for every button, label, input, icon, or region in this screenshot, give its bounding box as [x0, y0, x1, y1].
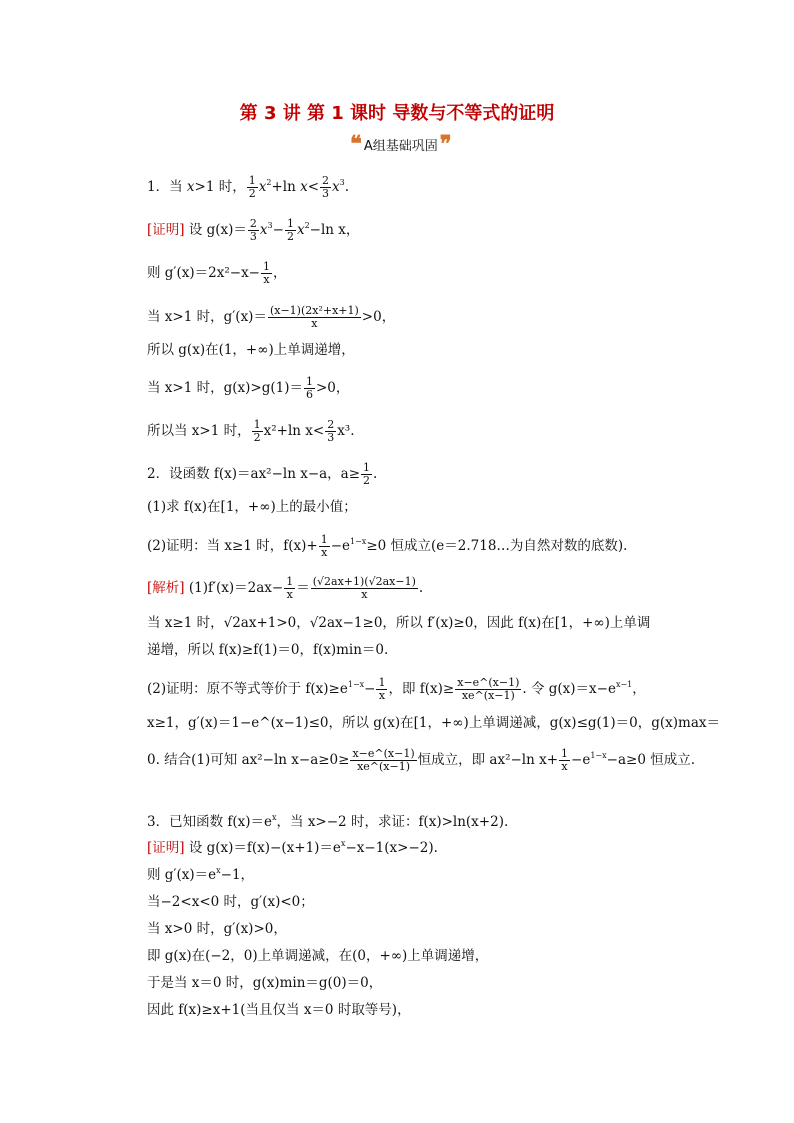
fraction: $\frac{1}{2}$ [286, 217, 294, 243]
fraction: $\frac{1}{x}$ [378, 676, 386, 702]
proof-1-line-6: 所以当 x>1 时， $\frac{1}{2}$ x²+ln x< $\frac{2}{3}$ x³. [147, 418, 355, 444]
fraction: $\frac{(√2ax+1)(√2ax-1)}{x}$ [312, 575, 416, 601]
proof-tag: [证明] [147, 840, 185, 856]
fraction: $\frac{1}{6}$ [305, 375, 313, 401]
solution-tag: [解析] [147, 580, 185, 596]
group-label: A组基础巩固 [363, 138, 438, 154]
problem-2-question-1: (1)求 f(x)在[1，+∞)上的最小值； [147, 499, 357, 515]
fraction: $\frac{2}{3}$ [249, 217, 257, 243]
proof-3-line-6: 于是当 x＝0 时，g(x)min＝g(0)＝0， [147, 975, 383, 991]
fraction: $\frac{1}{x}$ [263, 260, 270, 286]
proof-3-line-3: 当−2<x<0 时，g′(x)<0； [147, 894, 314, 910]
fraction: $\frac{1}{2}$ [363, 461, 371, 487]
left-quote-icon: ❝ [350, 131, 362, 157]
problem-2-statement: 2．设函数 f(x)＝ax²−ln x−a，a≥ $\frac{1}{2}$ . [147, 461, 378, 487]
solution-2-line-2: 当 x≥1 时，√2ax+1>0，√2ax−1≥0，所以 f′(x)≥0，因此 f(x)在[1，+∞)上单调 [147, 615, 651, 631]
fraction: $\frac{2}{3}$ [327, 418, 335, 444]
fraction: $\frac{x-e\^{}(x-1)}{xe\^{}(x-1)}$ [352, 747, 415, 773]
fraction: $\frac{2}{3}$ [322, 174, 329, 200]
proof-1-line-3: 当 x>1 时，g′(x)＝ $\frac{\text{(x−1)(2x²+x+1)}}{x}$ >0， [147, 304, 396, 330]
proof-1-line-4: 所以 g(x)在(1，+∞)上单调递增， [147, 342, 355, 358]
right-quote-icon: ❞ [439, 131, 452, 157]
proof-1-line-5: 当 x>1 时，g(x)>g(1)＝ $\frac{1}{6}$ >0， [147, 375, 350, 401]
proof-3-line-1: [证明] 设 $g(x)=f(x)-(x+1)=e^x-x-1(x>-2)$. [147, 839, 438, 856]
fraction: $\frac{1}{x}$ [561, 747, 569, 773]
fraction: $\frac{1}{x}$ [320, 533, 328, 559]
proof-1-line-2: 则 g′(x)＝2x²−x− $\frac{1}{x}$ ， [147, 260, 287, 286]
proof-3-line-7: 因此 f(x)≥x+1(当且仅当 x＝0 时取等号)， [147, 1002, 411, 1018]
solution-2-line-6: 0. 结合(1)可知 ax²−ln x−a≥0≥ $\frac{x-e\^{}(x-1)}{xe\^{}(x-1)}$ 恒成立，即 ax²−ln x+ $\frac{1}{x}$ $-e^{1-x}-a\ge 0$ 恒成立. [147, 747, 695, 773]
solution-2-line-5: x≥1，g′(x)＝1−e^(x−1)≤0，所以 g(x)在[1，+∞)上单调递减，g(x)≤g(1)＝0，g(x)max＝ [147, 715, 720, 731]
group-heading [350, 133, 452, 155]
fraction: $\frac{1}{2}$ [253, 418, 261, 444]
problem-1-statement: 1．当 x>1 时， $\frac{1}{2}$ $x^2+\ln$ x< $\frac{2}{3}$ $x^3$. [147, 174, 350, 200]
proof-3-line-5: 即 g(x)在(−2，0)上单调递减，在(0，+∞)上单调递增， [147, 948, 489, 964]
problem-2-question-2: (2)证明：当 x≥1 时，f(x)+ $\frac{1}{x}$ $-e^{1-x}\ge 0$ 恒成立(e＝2.718…为自然对数的底数). [147, 533, 628, 559]
fraction: $\frac{\text{(x−1)(2x²+x+1)}}{x}$ [269, 304, 359, 330]
solution-2-line-4: (2)证明：原不等式等价于 $f(x)\ge e^{1-x}-$ $\frac{1}{x}$ ，即 f(x)≥ $\frac{x-e\^{}(x-1)}{xe\^{}(x-1)}$ . 令 $g(x)=x-e^{x-1}$， [147, 676, 646, 702]
proof-1-line-1: [证明] 设 g(x)＝ $\frac{2}{3}$ $x^3-$ $\frac{1}{2}$ $x^2-\ln$ x， [147, 217, 360, 243]
proof-3-line-2: 则 $g'(x)=e^x-1$， [147, 866, 255, 883]
problem-3-statement: 3．已知函数 $f(x)=e^x$，当 x>−2 时，求证：f(x)>ln(x+2). [147, 813, 509, 830]
proof-3-line-4: 当 x>0 时，g′(x)>0， [147, 921, 287, 937]
solution-2-line-1: [解析] (1)f′(x)＝2ax− $\frac{1}{x}$ ＝ $\frac{(√2ax+1)(√2ax-1)}{x}$ . [147, 575, 424, 601]
proof-tag: [证明] [147, 222, 185, 238]
solution-2-line-3: 递增，所以 f(x)≥f(1)＝0，f(x)min＝0. [147, 642, 389, 658]
fraction: $\frac{x-e\^{}(x-1)}{xe\^{}(x-1)}$ [457, 676, 520, 702]
fraction: $\frac{1}{x}$ [286, 575, 294, 601]
page-title: 第 3 讲 第 1 课时 导数与不等式的证明 [239, 103, 555, 124]
fraction: $\frac{1}{2}$ [248, 174, 256, 200]
